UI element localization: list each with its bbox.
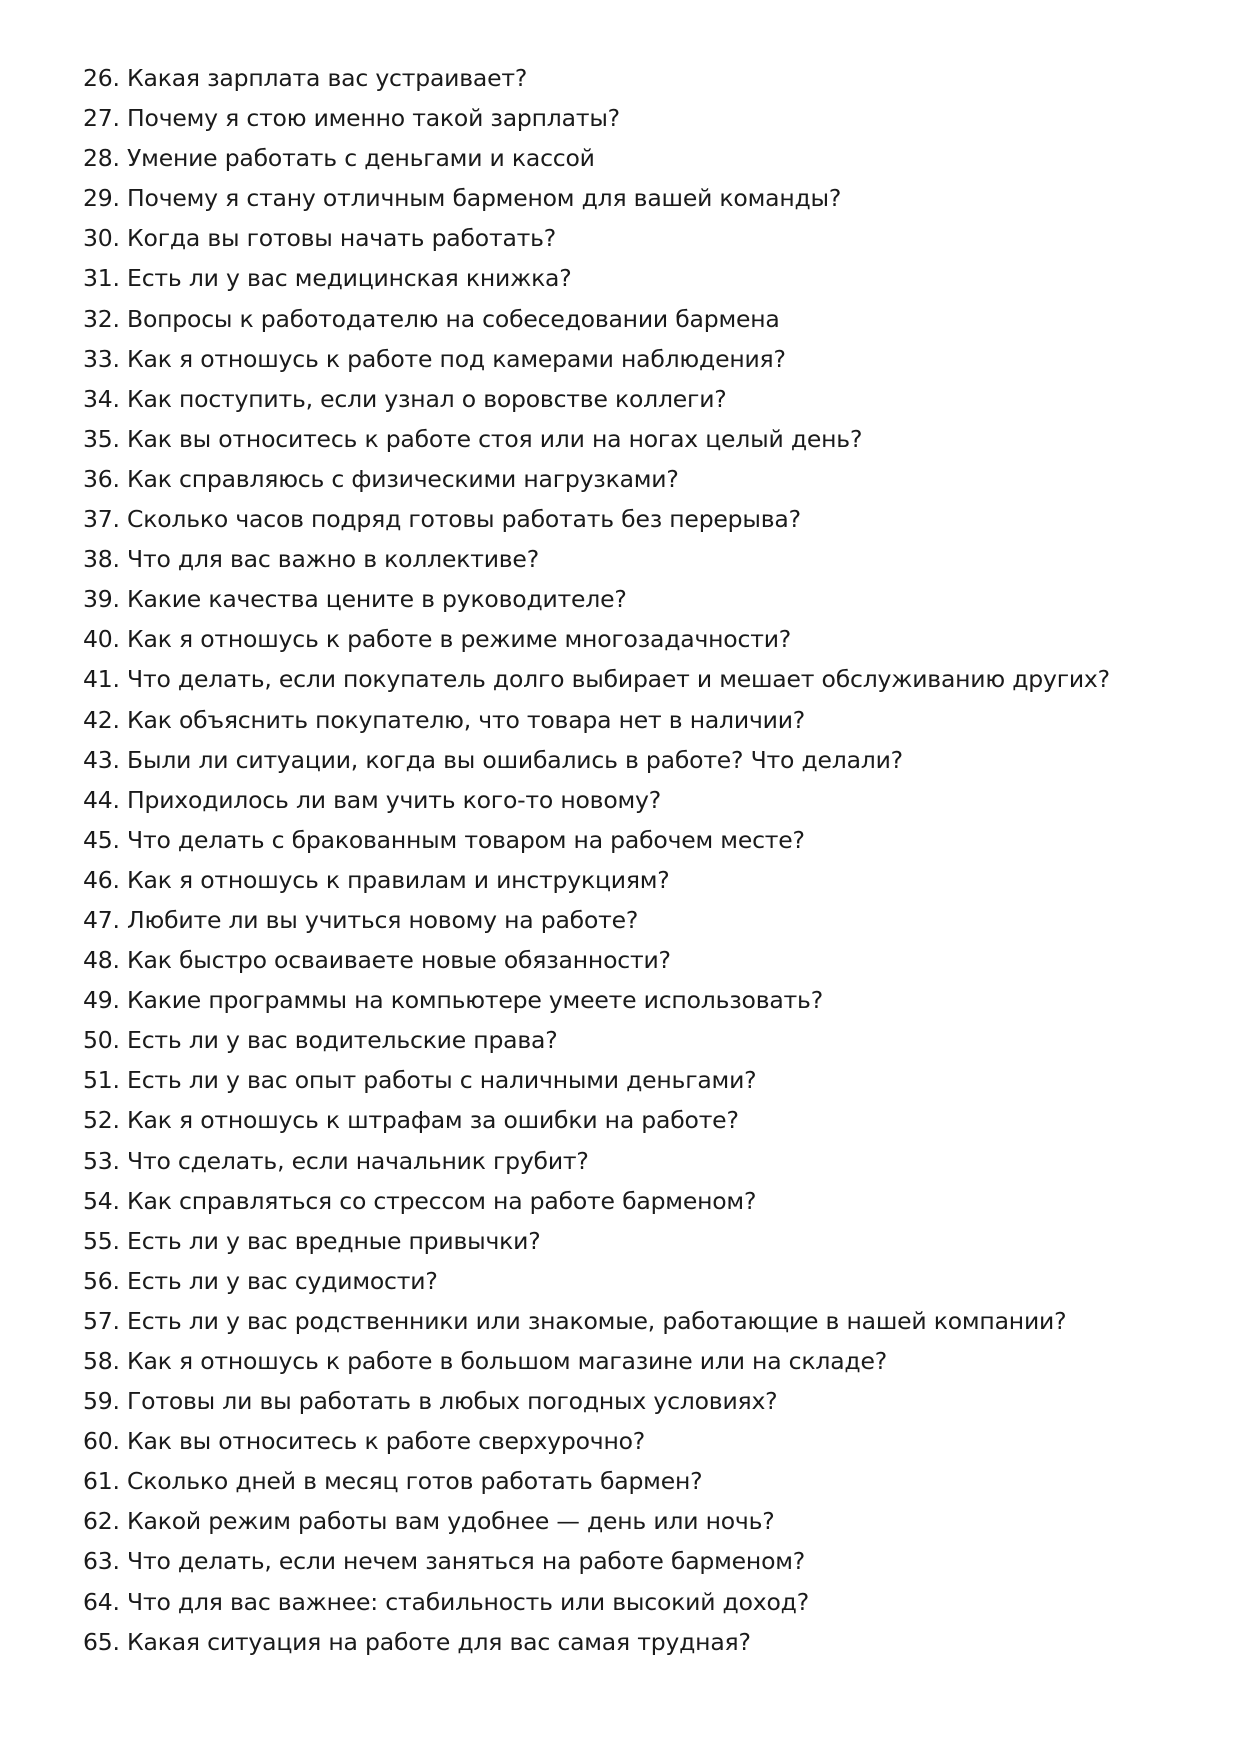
question-item: 55. Есть ли у вас вредные привычки? <box>83 1226 541 1255</box>
question-item: 33. Как я отношусь к работе под камерами наблюдения? <box>83 344 786 373</box>
question-item: 65. Какая ситуация на работе для вас самая трудная? <box>83 1627 751 1656</box>
question-item: 48. Как быстро осваиваете новые обязанности? <box>83 946 671 975</box>
question-item: 53. Что сделать, если начальник грубит? <box>83 1146 589 1175</box>
question-item: 31. Есть ли у вас медицинская книжка? <box>83 264 572 293</box>
question-item: 63. Что делать, если нечем заняться на работе барменом? <box>83 1547 806 1576</box>
question-item: 36. Как справляюсь с физическими нагрузками? <box>83 464 679 493</box>
question-item: 43. Были ли ситуации, когда вы ошибались в работе? Что делали? <box>83 745 903 774</box>
question-item: 41. Что делать, если покупатель долго выбирает и мешает обслуживанию других? <box>83 665 1110 694</box>
question-item: 27. Почему я стою именно такой зарплаты? <box>83 104 620 133</box>
question-item: 47. Любите ли вы учиться новому на работе? <box>83 905 639 934</box>
question-item: 40. Как я отношусь к работе в режиме многозадачности? <box>83 625 792 654</box>
question-item: 62. Какой режим работы вам удобнее — день или ночь? <box>83 1507 775 1536</box>
question-item: 37. Сколько часов подряд готовы работать без перерыва? <box>83 505 801 534</box>
question-item: 46. Как я отношусь к правилам и инструкциям? <box>83 865 670 894</box>
question-item: 51. Есть ли у вас опыт работы с наличными деньгами? <box>83 1066 757 1095</box>
question-item: 32. Вопросы к работодателю на собеседовании бармена <box>83 304 780 333</box>
question-item: 54. Как справляться со стрессом на работе барменом? <box>83 1186 757 1215</box>
question-item: 57. Есть ли у вас родственники или знакомые, работающие в нашей компании? <box>83 1306 1067 1335</box>
question-item: 29. Почему я стану отличным барменом для вашей команды? <box>83 184 842 213</box>
question-item: 50. Есть ли у вас водительские права? <box>83 1026 558 1055</box>
question-item: 42. Как объяснить покупателю, что товара нет в наличии? <box>83 705 806 734</box>
question-item: 30. Когда вы готовы начать работать? <box>83 224 557 253</box>
question-list <box>83 62 1183 1666</box>
question-item: 59. Готовы ли вы работать в любых погодных условиях? <box>83 1387 778 1416</box>
question-item: 45. Что делать с бракованным товаром на рабочем месте? <box>83 825 805 854</box>
question-item: 44. Приходилось ли вам учить кого-то новому? <box>83 785 662 814</box>
question-item: 26. Какая зарплата вас устраивает? <box>83 64 528 92</box>
question-item: 38. Что для вас важно в коллективе? <box>83 545 539 574</box>
question-item: 39. Какие качества цените в руководителе? <box>83 585 627 614</box>
question-item: 28. Умение работать с деньгами и кассой <box>83 144 595 173</box>
question-item: 61. Сколько дней в месяц готов работать бармен? <box>83 1467 703 1496</box>
question-item: 58. Как я отношусь к работе в большом магазине или на складе? <box>83 1347 887 1375</box>
question-item: 35. Как вы относитесь к работе стоя или на ногах целый день? <box>83 424 863 453</box>
question-item: 49. Какие программы на компьютере умеете использовать? <box>83 986 823 1015</box>
question-item: 60. Как вы относитесь к работе сверхурочно? <box>83 1427 646 1456</box>
question-item: 52. Как я отношусь к штрафам за ошибки на работе? <box>83 1106 739 1135</box>
question-item: 56. Есть ли у вас судимости? <box>83 1266 438 1295</box>
question-item: 34. Как поступить, если узнал о воровстве коллеги? <box>83 384 727 413</box>
question-item: 64. Что для вас важнее: стабильность или высокий доход? <box>83 1587 809 1616</box>
